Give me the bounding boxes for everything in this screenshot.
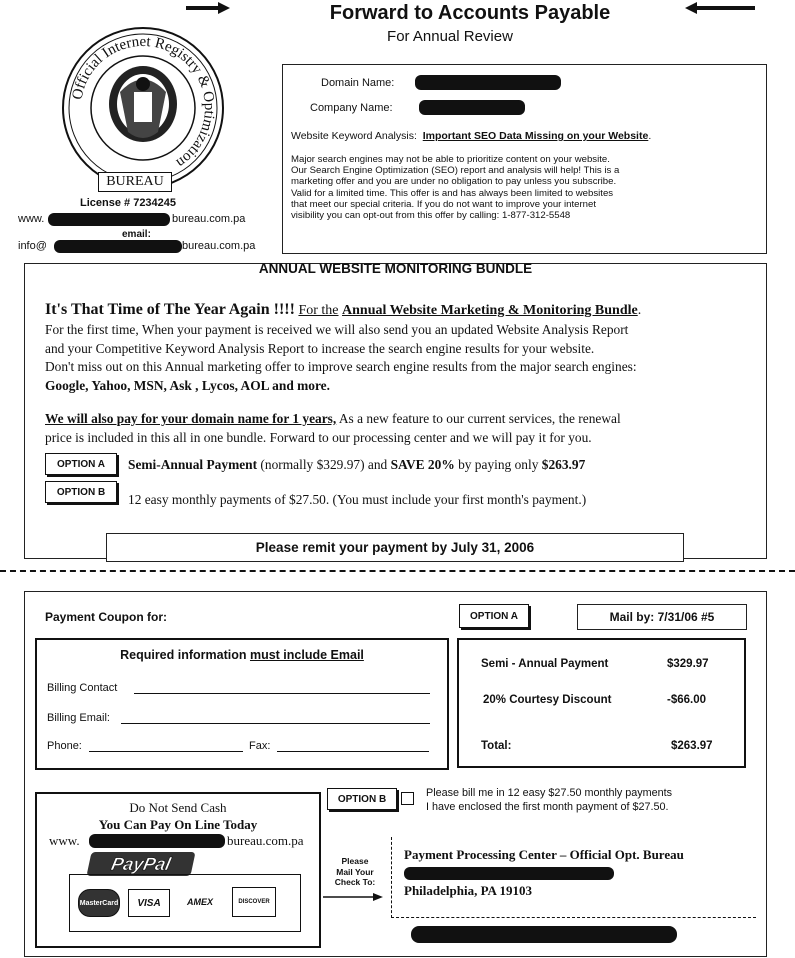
- coupon-title: Payment Coupon for:: [45, 610, 167, 624]
- disclaimer-line: Valid for a limited time. This offer is and has always been limited to websites: [291, 187, 614, 199]
- disclaimer-line: visibility you can opt-out from this offer by calling: 1-877-312-5548: [291, 210, 571, 222]
- billing-contact-field[interactable]: [134, 693, 430, 694]
- info-email-line: [18, 240, 258, 254]
- card-strip: [69, 874, 301, 932]
- mail-by-text: Mail by: 7/31/06 #5: [609, 610, 715, 624]
- right-arrow-icon: [685, 2, 755, 14]
- coupon-option-a[interactable]: OPTION A: [459, 604, 529, 628]
- billing-email-label: Billing Email:: [47, 712, 110, 724]
- summary-amount: $329.97: [667, 658, 709, 670]
- fax-field[interactable]: [277, 751, 429, 752]
- bundle-body: [45, 321, 637, 395]
- payment-summary-box: [457, 638, 746, 768]
- option-a-part: by paying only: [454, 457, 542, 472]
- domain-pay-line2: price is included in this all in one bundle. Forward to our processing center and we will pay it for you.: [45, 429, 592, 445]
- online-url-line: [49, 833, 319, 849]
- website-line: [18, 213, 258, 227]
- option-a-part: SAVE 20%: [390, 457, 455, 472]
- required-heading: [37, 648, 447, 662]
- required-email-text: must include Email: [249, 648, 364, 662]
- option-a-part: Semi-Annual Payment: [128, 457, 258, 472]
- bundle-lead: [45, 301, 641, 319]
- svg-text:Official Internet Registry & O: Official Internet Registry & Optimization: [69, 33, 218, 171]
- pay-online-text: You Can Pay On Line Today: [98, 817, 258, 832]
- summary-total-label: Total:: [481, 740, 512, 752]
- disclaimer-line: Major search engines may not be able to prioritize content on your website.: [291, 154, 610, 165]
- email-label: email:: [122, 229, 151, 240]
- search-engines-line: Google, Yahoo, MSN, Ask , Lycos, AOL and more.: [45, 377, 330, 393]
- redacted-footer: [411, 926, 677, 943]
- domain-pay-rest: As a new feature to our current services, the renewal: [336, 411, 621, 426]
- redacted-street-address: [404, 867, 614, 880]
- lead-end: .: [637, 303, 642, 318]
- remit-text: Please remit your payment by July 31, 2006: [255, 540, 535, 555]
- page-title: Forward to Accounts Payable: [329, 2, 611, 24]
- domain-pay-bold: We will also pay for your domain name for 1 years,: [45, 411, 337, 426]
- page-subtitle: For Annual Review: [387, 28, 513, 45]
- option-b-line: Please bill me in 12 easy $27.50 monthly payments: [426, 787, 673, 799]
- body-line: Don't miss out on this Annual marketing offer to improve search engine results from the major search engines:: [45, 359, 637, 374]
- option-a-part: (normally $329.97) and: [257, 457, 391, 472]
- visa-icon: VISA: [128, 889, 170, 917]
- lead-bundle: Annual Website Marketing & Monitoring Bundle: [342, 303, 638, 318]
- remit-banner: [106, 533, 684, 562]
- option-b-checkbox[interactable]: [401, 792, 414, 805]
- paypal-logo-text: PayPal: [109, 854, 173, 874]
- keyword-label: Website Keyword Analysis:: [291, 130, 417, 142]
- mailing-address-box: [391, 837, 756, 918]
- redacted-email: [54, 240, 182, 253]
- mastercard-icon: MasterCard: [78, 889, 120, 917]
- bundle-heading: ANNUAL WEBSITE MONITORING BUNDLE: [258, 261, 533, 276]
- redacted-company: [419, 100, 525, 115]
- required-text: Required information: [120, 648, 250, 662]
- disclaimer-line: marketing offer and you are under no obligation to pay unless you subscribe.: [291, 176, 617, 188]
- phone-label: Phone:: [47, 740, 82, 752]
- mail-by-box: [577, 604, 747, 630]
- license-number: License # 7234245: [80, 197, 177, 209]
- seal-emblem-icon: [58, 22, 228, 194]
- please-mail-line: Check To:: [334, 877, 376, 887]
- body-line: For the first time, When your payment is received we will also send you an updated Website Analysis Report: [45, 322, 629, 337]
- processing-center-city: Philadelphia, PA 19103: [404, 883, 532, 898]
- please-mail-label: [323, 856, 387, 888]
- seal-banner: BUREAU: [98, 172, 172, 192]
- fax-label: Fax:: [249, 740, 271, 752]
- lead-bold: It's That Time of The Year Again !!!!: [45, 301, 295, 318]
- lead-for: For the: [298, 303, 339, 318]
- option-b-line: I have enclosed the first month payment of $27.50.: [426, 801, 669, 813]
- billing-email-field[interactable]: [121, 723, 430, 724]
- keyword-analysis-line: [291, 130, 651, 142]
- disclaimer-line: Our Search Engine Optimization (SEO) report and analysis will help! This is a: [291, 165, 620, 177]
- option-a-button[interactable]: OPTION A: [45, 453, 117, 475]
- redacted-domain: [415, 75, 561, 90]
- domain-pay-text: [45, 410, 621, 447]
- redacted-website: [48, 213, 170, 226]
- keyword-value: Important SEO Data Missing on your Website: [422, 130, 649, 142]
- option-b-text: 12 easy monthly payments of $27.50. (You must include your first month's payment.): [128, 492, 587, 507]
- bundle-box: [24, 263, 767, 559]
- redacted-online-url: [89, 834, 225, 848]
- discover-icon: DISCOVER: [232, 887, 276, 917]
- website-prefix: www.: [18, 213, 45, 225]
- option-b-button[interactable]: OPTION B: [45, 481, 117, 503]
- company-label: Company Name:: [310, 102, 393, 114]
- disclaimer-text: [291, 154, 761, 221]
- phone-field[interactable]: [89, 751, 243, 752]
- option-a-part: $263.97: [541, 457, 586, 472]
- disclaimer-line: that meet our special criteria. If you do not want to improve your internet: [291, 198, 597, 210]
- option-a-text: [128, 457, 585, 473]
- bureau-seal: [58, 22, 228, 194]
- required-info-box: [35, 638, 449, 770]
- paypal-logo[interactable]: [86, 852, 195, 876]
- cut-line: [0, 570, 795, 572]
- website-suffix: bureau.com.pa: [172, 213, 246, 225]
- billing-contact-label: Billing Contact: [47, 682, 118, 694]
- online-payment-box: [35, 792, 321, 948]
- mail-arrow-icon: [323, 892, 383, 902]
- domain-label: Domain Name:: [321, 77, 395, 89]
- online-url-suffix: bureau.com.pa: [227, 833, 304, 848]
- summary-amount: -$66.00: [667, 694, 707, 706]
- summary-total-amount: $263.97: [671, 740, 713, 752]
- amex-icon: AMEX: [178, 889, 222, 915]
- summary-label: Semi - Annual Payment: [481, 658, 609, 670]
- please-mail-line: Please: [341, 856, 369, 866]
- left-arrow-icon: [186, 2, 230, 14]
- no-cash-text: Do Not Send Cash: [129, 800, 227, 815]
- info-suffix: bureau.com.pa: [182, 240, 256, 252]
- online-url-prefix: www.: [49, 833, 80, 848]
- body-line: and your Competitive Keyword Analysis Report to increase the search engine results for your website.: [45, 340, 595, 356]
- processing-center-name: Payment Processing Center – Official Opt. Bureau: [404, 847, 684, 862]
- summary-label: 20% Courtesy Discount: [483, 694, 612, 706]
- payment-coupon: [24, 591, 767, 957]
- please-mail-line: Mail Your: [336, 866, 374, 877]
- keyword-period: .: [648, 130, 652, 142]
- coupon-option-b[interactable]: OPTION B: [327, 788, 397, 810]
- option-b-desc: [426, 786, 672, 814]
- info-prefix: info@: [18, 240, 47, 252]
- domain-info-box: [282, 64, 767, 254]
